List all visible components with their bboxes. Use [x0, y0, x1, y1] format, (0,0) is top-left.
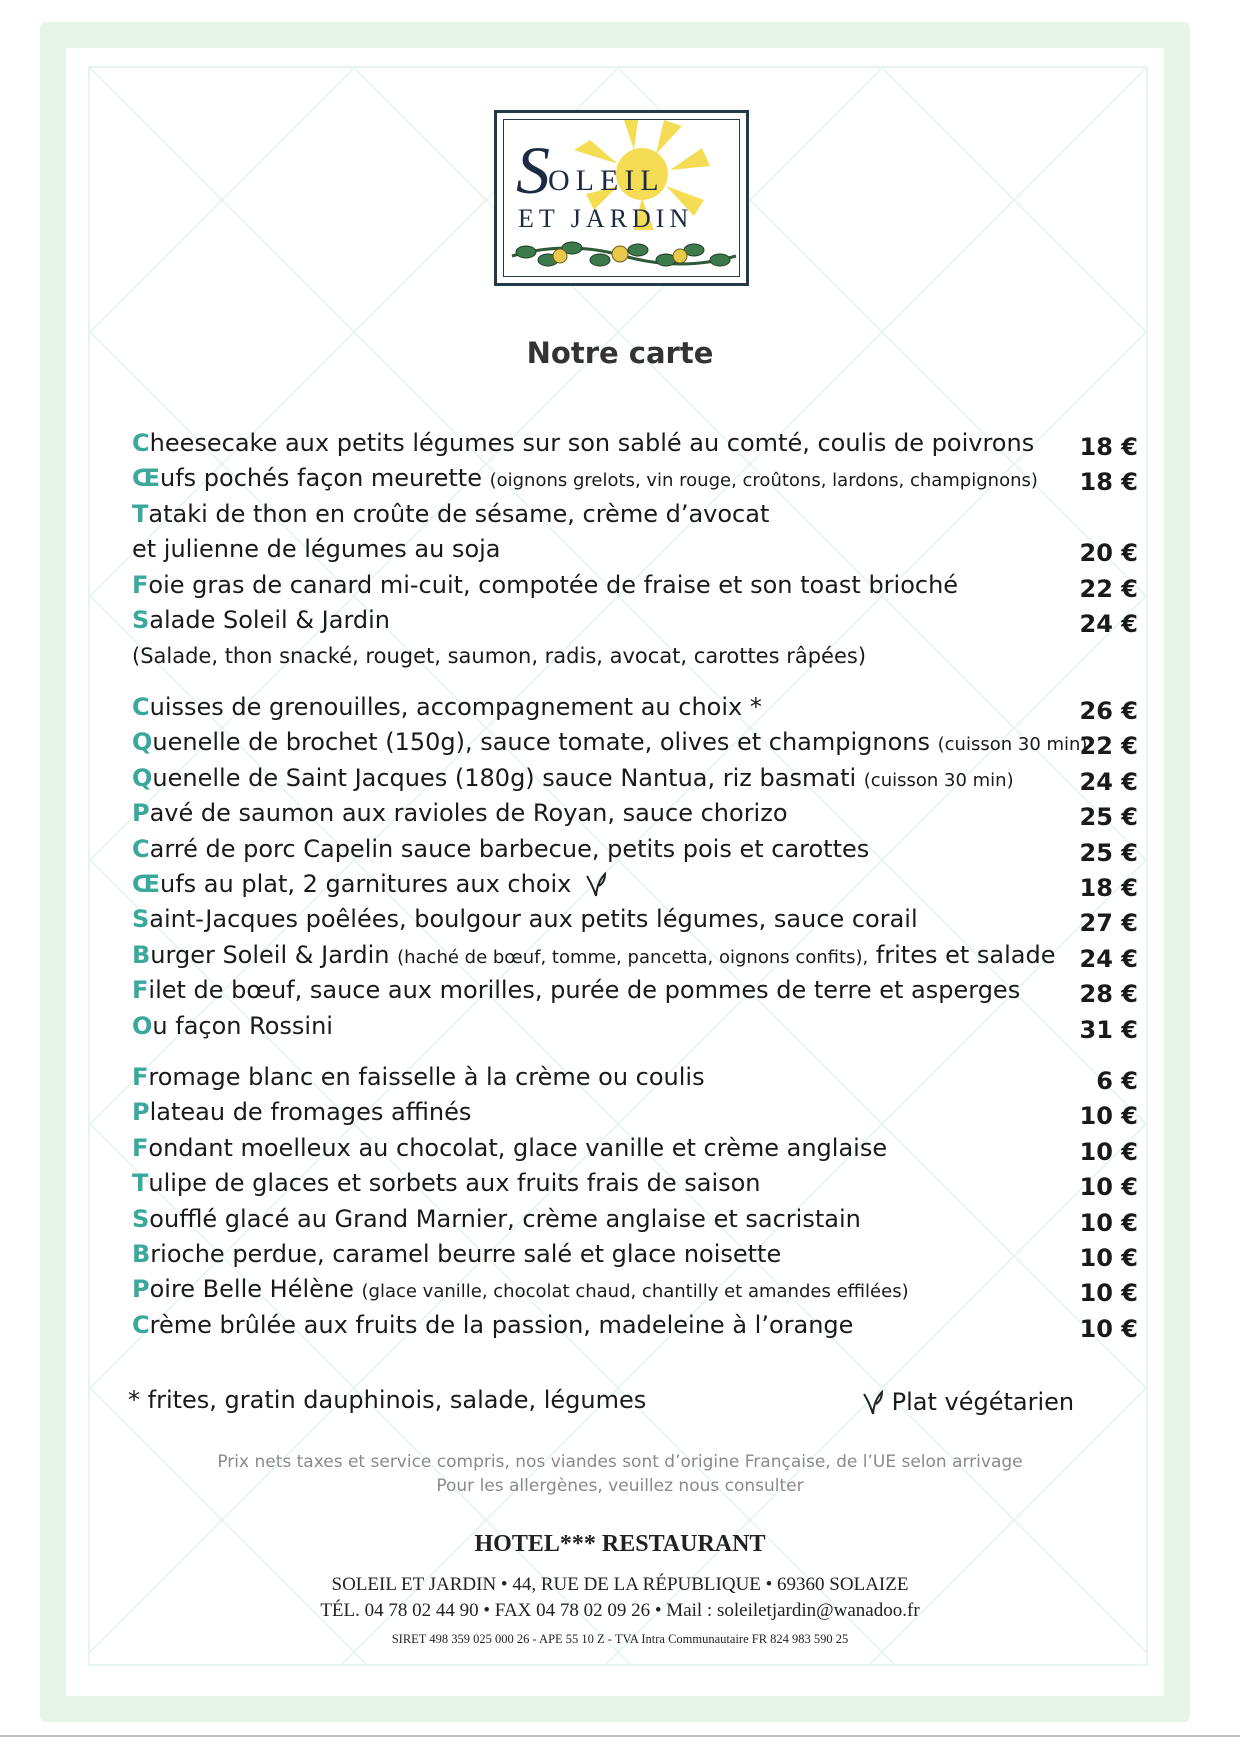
menu-item-initial: C	[132, 834, 150, 863]
menu-item-price: 18 €	[1079, 433, 1138, 461]
address: SOLEIL ET JARDIN • 44, RUE DE LA RÉPUBLIQUE • 69360 SOLAIZE	[331, 1574, 909, 1595]
menu-item-initial: O	[132, 1011, 153, 1040]
menu-item-initial: S	[132, 606, 150, 634]
menu-item-price: 22 €	[1079, 574, 1138, 603]
menu-item	[132, 904, 1142, 937]
menu-item-initial: P	[132, 799, 150, 828]
menu-item-initial: S	[132, 905, 150, 934]
menu-item	[132, 798, 1142, 831]
vegetarian-legend	[862, 1388, 1074, 1416]
menu-item	[132, 1133, 1142, 1166]
logo-line2: ET JARDIN	[518, 204, 694, 233]
menu-item	[132, 1239, 1142, 1272]
menu-item-price: 18 €	[1079, 468, 1138, 497]
menu-item-price: 10 €	[1079, 1208, 1138, 1237]
menu-item	[132, 570, 1142, 603]
menu-item-price: 26 €	[1079, 697, 1138, 725]
info-line-1: Prix nets taxes et service compris, nos viandes sont d’origine Française, de l’UE selon arrivage	[217, 1452, 1023, 1472]
menu-item	[132, 463, 1142, 496]
menu-item-text: aint-Jacques poêlées, boulgour aux petits légumes, sauce corail	[149, 905, 918, 934]
menu-item	[132, 1204, 1142, 1237]
menu-item-initial: B	[132, 1240, 151, 1268]
menu-item	[132, 605, 1142, 638]
menu-item-initial: F	[132, 976, 149, 1005]
menu-item-price: 20 €	[1079, 539, 1138, 568]
menu-item-text: rème brûlée aux fruits de la passion, madeleine à l’orange	[149, 1310, 854, 1339]
menu-item-price: 27 €	[1079, 909, 1138, 938]
hotel-restaurant-heading: HOTEL*** RESTAURANT	[474, 1531, 766, 1557]
menu-item-text: alade Soleil & Jardin	[149, 606, 391, 634]
menu-item-initial: Œ	[132, 870, 161, 898]
scan-edge-line	[0, 1735, 1240, 1737]
menu-item-text: avé de saumon aux ravioles de Royan, sauce chorizo	[149, 799, 788, 828]
menu-item	[132, 1310, 1142, 1343]
footnote: * frites, gratin dauphinois, salade, légumes	[128, 1386, 647, 1414]
menu-item-price: 10 €	[1079, 1244, 1138, 1272]
menu-item-initial: F	[132, 1133, 149, 1162]
menu-item-initial: F	[132, 1063, 149, 1091]
menu-item-text: ufs au plat, 2 garnitures aux choix	[160, 870, 572, 898]
menu-item	[132, 940, 1142, 973]
menu-item-initial: C	[132, 693, 150, 721]
menu-item-price: 10 €	[1079, 1173, 1138, 1202]
menu-item-price: 22 €	[1079, 732, 1138, 761]
menu-item-price: 18 €	[1079, 874, 1138, 902]
menu-item-initial: P	[132, 1275, 150, 1304]
menu-item-initial: Q	[132, 728, 153, 757]
menu-item-text: romage blanc en faisselle à la crème ou coulis	[148, 1063, 705, 1091]
menu-item-text: ataki de thon en croûte de sésame, crème d’avocat	[148, 499, 770, 528]
menu-item-initial: B	[132, 940, 151, 969]
siret: SIRET 498 359 025 000 26 - APE 55 10 Z - TVA Intra Communautaire FR 824 983 590 25	[391, 1632, 849, 1646]
menu-item-text: et julienne de légumes au soja	[132, 535, 501, 564]
menu-item-price: 25 €	[1079, 803, 1138, 832]
menu-item-text: lateau de fromages affinés	[149, 1098, 472, 1127]
menu-item-price: 10 €	[1079, 1314, 1138, 1343]
menu-item-text: rioche perdue, caramel beurre salé et glace noisette	[150, 1240, 782, 1268]
menu-item-text: ulipe de glaces et sorbets aux fruits frais de saison	[148, 1169, 761, 1198]
menu-item-price: 10 €	[1079, 1102, 1138, 1131]
menu-item	[132, 499, 1142, 532]
menu-item	[132, 1168, 1142, 1201]
menu-item-price: 24 €	[1079, 944, 1138, 973]
page-title: Notre carte	[526, 336, 714, 370]
menu-item	[132, 428, 1142, 461]
menu-item-initial: P	[132, 1098, 150, 1127]
menu-item-initial: F	[132, 570, 149, 599]
leaves-garland-icon	[508, 232, 740, 276]
menu-item-initial: T	[132, 1169, 149, 1198]
menu-item-subline: (Salade, thon snacké, rouget, saumon, radis, avocat, carottes râpées)	[132, 644, 867, 669]
menu-item-text: urger Soleil & Jardin	[150, 940, 398, 969]
menu-item-price: 10 €	[1079, 1279, 1138, 1308]
menu-item-text: ilet de bœuf, sauce aux morilles, purée de pommes de terre et asperges	[148, 976, 1021, 1005]
menu-item-note: (cuisson 30 min)	[863, 769, 1014, 791]
menu-item-text: uisses de grenouilles, accompagnement au choix *	[149, 693, 762, 721]
menu-item	[132, 692, 1142, 725]
logo-line1: OLEIL	[548, 164, 665, 197]
menu-item-initial: Q	[132, 763, 153, 792]
menu-item-text: oie gras de canard mi-cuit, compotée de fraise et son toast brioché	[148, 570, 959, 599]
menu-item-after: frites et salade	[868, 940, 1056, 969]
vegetarian-label: Plat végétarien	[891, 1388, 1075, 1416]
menu-item-text: uenelle de brochet (150g), sauce tomate, olives et champignons	[152, 728, 938, 757]
menu-item	[132, 763, 1142, 796]
menu-item-text: ondant moelleux au chocolat, glace vanille et crème anglaise	[148, 1133, 888, 1162]
menu-item-text: oufflé glacé au Grand Marnier, crème anglaise et sacristain	[149, 1204, 861, 1233]
menu-item-note: (cuisson 30 min)	[937, 734, 1088, 756]
leaf-icon	[585, 872, 607, 898]
menu-item	[132, 1097, 1142, 1130]
menu-item	[132, 869, 1142, 902]
menu-item-note: (glace vanille, chocolat chaud, chantilly et amandes effilées)	[361, 1281, 909, 1303]
menu-item	[132, 1274, 1142, 1307]
menu-item-price: 28 €	[1079, 980, 1138, 1009]
menu-item-initial: Œ	[132, 464, 161, 493]
logo-initial: S	[516, 132, 550, 208]
menu-item-initial: S	[132, 1204, 150, 1233]
menu-item	[132, 1062, 1142, 1095]
menu-item	[132, 534, 1142, 567]
info-line-2: Pour les allergènes, veuillez nous consulter	[436, 1476, 804, 1496]
menu-item-text: arré de porc Capelin sauce barbecue, petits pois et carottes	[149, 834, 870, 863]
menu-item-text: ufs pochés façon meurette	[160, 464, 490, 493]
menu-item-price: 24 €	[1079, 767, 1138, 796]
menu-item	[132, 834, 1142, 867]
menu-item	[132, 727, 1142, 760]
menu-item	[132, 1011, 1142, 1044]
menu-item-price: 6 €	[1096, 1067, 1138, 1095]
menu-item	[132, 975, 1142, 1008]
menu-item-price: 25 €	[1079, 838, 1138, 867]
leaf-icon	[862, 1390, 884, 1416]
menu-item-note: (haché de bœuf, tomme, pancetta, oignons confits),	[397, 946, 869, 968]
restaurant-logo	[494, 110, 749, 286]
menu-item-initial: T	[132, 499, 149, 528]
menu-item-price: 31 €	[1079, 1015, 1138, 1044]
menu-item-note: (oignons grelots, vin rouge, croûtons, lardons, champignons)	[489, 470, 1038, 492]
menu-item-price: 24 €	[1079, 610, 1138, 638]
menu-item-text: u façon Rossini	[152, 1011, 333, 1040]
menu-item-price: 10 €	[1079, 1137, 1138, 1166]
menu-item-text: uenelle de Saint Jacques (180g) sauce Nantua, riz basmati	[152, 763, 864, 792]
menu-item-text: oire Belle Hélène	[149, 1275, 362, 1304]
menu-item-text: heesecake aux petits légumes sur son sablé au comté, coulis de poivrons	[149, 429, 1035, 457]
contact: TÉL. 04 78 02 44 90 • FAX 04 78 02 09 26 • Mail : soleiletjardin@wanadoo.fr	[320, 1600, 920, 1621]
menu-item-initial: C	[132, 429, 150, 457]
menu-item-initial: C	[132, 1310, 150, 1339]
